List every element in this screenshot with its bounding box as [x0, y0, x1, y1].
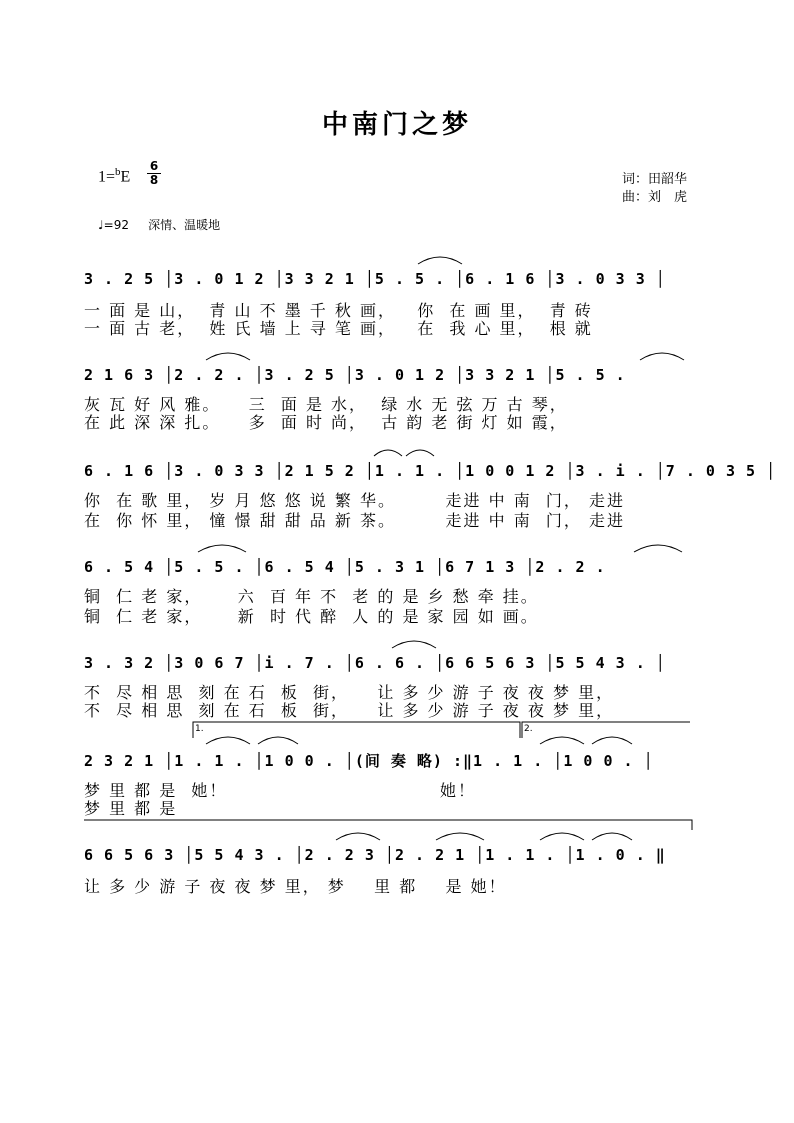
music-line-7-notes: 6 6 5 6 3 │5 5 4 3 . │2 . 2 3 │2 . 2 1 │1 . 1 . │1 . 0 . ‖ — [84, 846, 666, 864]
tie-arc — [418, 257, 462, 264]
song-title: 中南门之梦 — [321, 110, 472, 140]
music-line-5-notes: 3 . 3 2 │3 0 6 7 │i . 7 . │6 . 6 . │6 6 5 6 3 │5 5 4 3 . │ — [84, 654, 666, 672]
tempo-marking: ♩=92 深情、温暖地 — [98, 218, 221, 232]
music-line-4-lyrics-2: 铜 仁 老 家， 新 时 代 醉 人 的 是 家 园 如 画。 — [84, 607, 539, 626]
second-ending-label: 2. — [524, 724, 533, 734]
tie-arc — [406, 450, 434, 456]
tie-arc — [198, 545, 246, 552]
music-line-6-lyrics-1: 梦 里 都 是 她！ 她！ — [84, 781, 477, 800]
coda-bracket — [84, 820, 692, 830]
music-line-7-lyrics-1: 让 多 少 游 子 夜 夜 梦 里， 梦 里 都 是 她！ — [84, 877, 507, 896]
composer-credit: 曲：刘 虎 — [622, 190, 688, 205]
music-line-1-notes: 3 . 2 5 │3 . 0 1 2 │3 3 2 1 │5 . 5 . │6 . 1 6 │3 . 0 3 3 │ — [84, 270, 666, 288]
tie-arc — [640, 353, 684, 360]
music-line-4-lyrics-1: 铜 仁 老 家， 六 百 年 不 老 的 是 乡 愁 牵 挂。 — [84, 587, 539, 606]
tie-arc — [634, 545, 682, 552]
music-line-2-notes: 2 1 6 3 │2 . 2 . │3 . 2 5 │3 . 0 1 2 │3 3 2 1 │5 . 5 . — [84, 366, 626, 384]
key-signature: 1=$^b$E — [98, 166, 131, 186]
music-line-3-lyrics-1: 你 在 歌 里， 岁 月 悠 悠 说 繁 华。 走进 中 南 门， 走进 — [84, 491, 625, 510]
first-ending-bracket — [193, 722, 520, 738]
tie-arc — [592, 833, 632, 840]
music-line-1-lyrics-1: 一 面 是 山， 青 山 不 墨 千 秋 画， 你 在 画 里， 青 砖 — [84, 301, 593, 320]
lyricist-credit: 词：田韶华 — [622, 172, 688, 187]
music-line-5-lyrics-2: 不 尽 相 思 刻 在 石 板 街， 让 多 少 游 子 夜 夜 梦 里， — [84, 701, 615, 720]
tie-arc — [206, 353, 250, 360]
tie-arc — [540, 833, 584, 840]
tie-arc — [592, 737, 632, 744]
music-line-2-lyrics-1: 灰 瓦 好 风 雅。 三 面 是 水， 绿 水 无 弦 万 古 琴， — [84, 395, 568, 414]
tie-arc — [374, 450, 402, 456]
second-ending-bracket — [522, 722, 690, 738]
music-line-1-lyrics-2: 一 面 古 老， 姓 氏 墙 上 寻 笔 画， 在 我 心 里， 根 就 — [84, 319, 593, 338]
tie-arc — [392, 641, 436, 648]
time-signature: 6 8 — [147, 160, 161, 187]
first-ending-label: 1. — [195, 724, 204, 734]
music-line-3-lyrics-2: 在 你 怀 里， 憧 憬 甜 甜 品 新 茶。 走进 中 南 门， 走进 — [84, 511, 625, 530]
tie-arc — [540, 737, 584, 744]
music-line-5-lyrics-1: 不 尽 相 思 刻 在 石 板 街， 让 多 少 游 子 夜 夜 梦 里， — [84, 683, 615, 702]
music-line-6-lyrics-2: 梦 里 都 是 — [84, 799, 178, 818]
tie-arc — [436, 833, 484, 840]
music-line-2-lyrics-2: 在 此 深 深 扎。 多 面 时 尚， 古 韵 老 街 灯 如 霞， — [84, 413, 568, 432]
tie-arc — [258, 737, 298, 744]
music-line-4-notes: 6 . 5 4 │5 . 5 . │6 . 5 4 │5 . 3 1 │6 7 1 3 │2 . 2 . — [84, 558, 606, 576]
music-line-6-notes: 2 3 2 1 │1 . 1 . │1 0 0 . │(间 奏 略) :‖1 . 1 . │1 0 0 . │ — [84, 752, 654, 770]
tie-arc — [206, 737, 250, 744]
music-line-3-notes: 6 . 1 6 │3 . 0 3 3 │2 1 5 2 │1 . 1 . │1 0 0 1 2 │3 . i . │7 . 0 3 5 │ — [84, 462, 777, 480]
tie-arc — [336, 833, 380, 840]
